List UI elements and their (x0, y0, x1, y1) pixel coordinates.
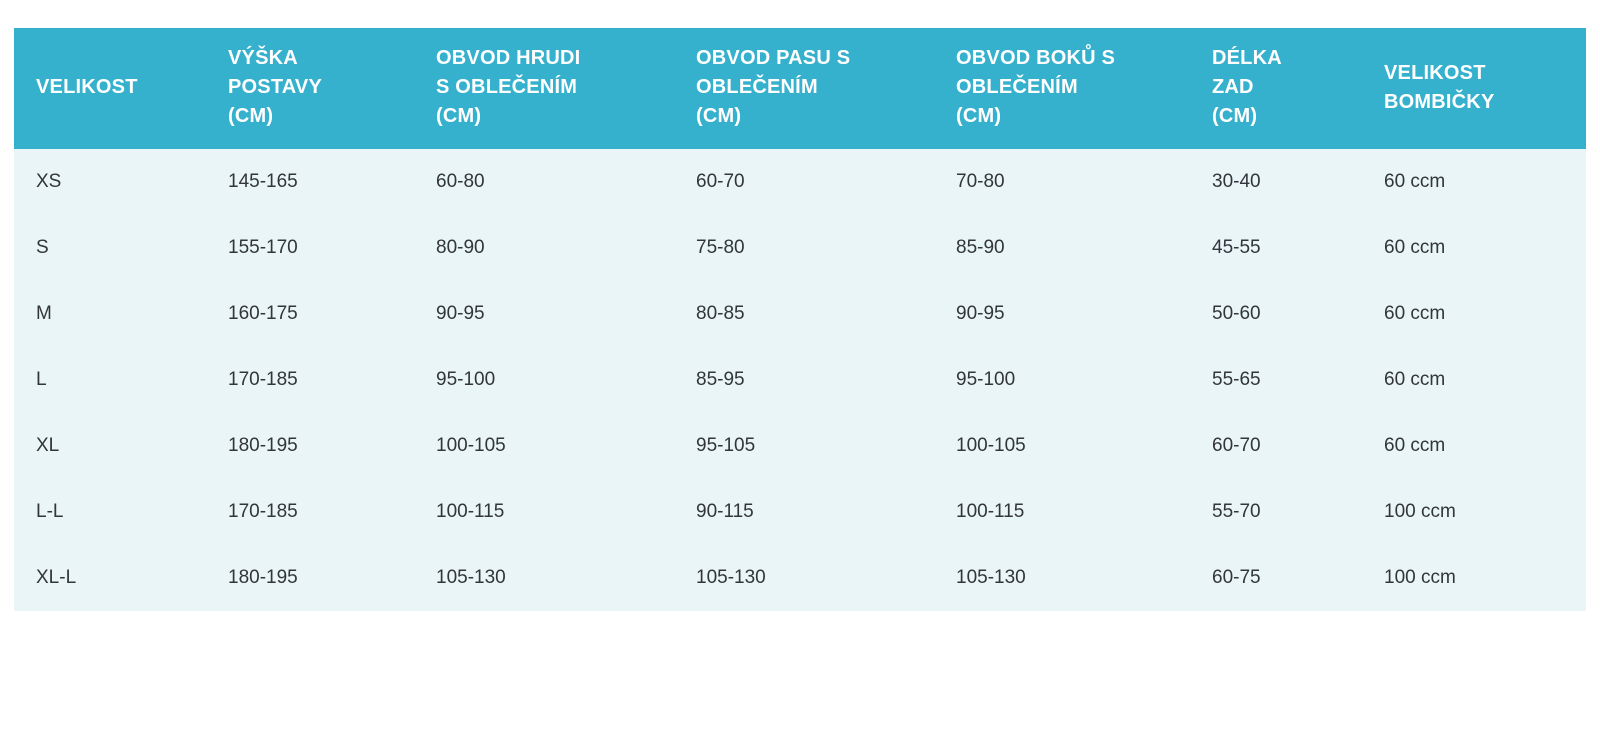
cell-size: S (14, 215, 206, 281)
cell-size: XS (14, 149, 206, 215)
cell-waist: 90-115 (674, 479, 934, 545)
cell-height: 170-185 (206, 479, 414, 545)
table-header-row (14, 28, 1586, 149)
cell-height: 145-165 (206, 149, 414, 215)
cell-chest: 95-100 (414, 347, 674, 413)
table-header (14, 28, 1586, 149)
cell-back-length: 60-75 (1190, 545, 1362, 611)
column-header-obvod-pasu (674, 28, 934, 149)
cell-chest: 90-95 (414, 281, 674, 347)
table-row (14, 347, 1586, 413)
cell-waist: 95-105 (674, 413, 934, 479)
cell-cartridge-size: 100 ccm (1362, 545, 1586, 611)
cell-cartridge-size: 60 ccm (1362, 149, 1586, 215)
table-row (14, 479, 1586, 545)
column-header-vyska-postavy (206, 28, 414, 149)
cell-hips: 85-90 (934, 215, 1190, 281)
column-header-delka-zad (1190, 28, 1362, 149)
column-header-line: VELIKOST (1384, 61, 1486, 84)
cell-height: 160-175 (206, 281, 414, 347)
cell-back-length: 60-70 (1190, 413, 1362, 479)
cell-hips: 70-80 (934, 149, 1190, 215)
cell-waist: 85-95 (674, 347, 934, 413)
cell-chest: 60-80 (414, 149, 674, 215)
column-header-obvod-boku (934, 28, 1190, 149)
table-row (14, 545, 1586, 611)
column-header-line: BOMBIČKY (1384, 90, 1495, 113)
column-header-line: (CM) (228, 105, 274, 127)
column-header-line: OBLEČENÍM (956, 76, 1078, 98)
cell-back-length: 50-60 (1190, 281, 1362, 347)
column-header-line: DÉLKA (1212, 47, 1282, 69)
cell-height: 180-195 (206, 545, 414, 611)
cell-size: XL (14, 413, 206, 479)
column-header-line: OBVOD BOKŮ S (956, 47, 1116, 69)
cell-back-length: 55-65 (1190, 347, 1362, 413)
cell-waist: 80-85 (674, 281, 934, 347)
cell-waist: 60-70 (674, 149, 934, 215)
table-row (14, 149, 1586, 215)
cell-chest: 105-130 (414, 545, 674, 611)
column-header-line: VÝŠKA (228, 47, 298, 69)
column-header-velikost (14, 28, 206, 149)
cell-hips: 95-100 (934, 347, 1190, 413)
column-header-line: OBVOD HRUDI (436, 47, 581, 69)
column-header-line: (CM) (956, 105, 1002, 127)
cell-height: 180-195 (206, 413, 414, 479)
column-header-line: OBVOD PASU S (696, 47, 851, 69)
size-chart-table (14, 28, 1586, 611)
table-row (14, 281, 1586, 347)
column-header-line: (CM) (1212, 105, 1258, 127)
cell-chest: 80-90 (414, 215, 674, 281)
column-header-line: VELIKOST (36, 76, 138, 98)
cell-hips: 100-105 (934, 413, 1190, 479)
cell-size: L-L (14, 479, 206, 545)
cell-height: 170-185 (206, 347, 414, 413)
cell-size: XL-L (14, 545, 206, 611)
column-header-line: S OBLEČENÍM (436, 76, 578, 98)
cell-waist: 75-80 (674, 215, 934, 281)
cell-hips: 105-130 (934, 545, 1190, 611)
cell-chest: 100-105 (414, 413, 674, 479)
table-row (14, 413, 1586, 479)
column-header-line: (CM) (436, 105, 482, 127)
cell-back-length: 55-70 (1190, 479, 1362, 545)
column-header-line: (CM) (696, 105, 742, 127)
cell-hips: 90-95 (934, 281, 1190, 347)
cell-size: L (14, 347, 206, 413)
cell-cartridge-size: 60 ccm (1362, 347, 1586, 413)
cell-back-length: 30-40 (1190, 149, 1362, 215)
column-header-line: ZAD (1212, 76, 1254, 98)
cell-height: 155-170 (206, 215, 414, 281)
cell-back-length: 45-55 (1190, 215, 1362, 281)
cell-cartridge-size: 60 ccm (1362, 281, 1586, 347)
column-header-obvod-hrudi (414, 28, 674, 149)
column-header-line: OBLEČENÍM (696, 76, 818, 98)
column-header-velikost-bombicky (1362, 28, 1586, 149)
cell-chest: 100-115 (414, 479, 674, 545)
cell-hips: 100-115 (934, 479, 1190, 545)
cell-size: M (14, 281, 206, 347)
table-row (14, 215, 1586, 281)
cell-cartridge-size: 100 ccm (1362, 479, 1586, 545)
table-body (14, 149, 1586, 611)
cell-cartridge-size: 60 ccm (1362, 413, 1586, 479)
cell-waist: 105-130 (674, 545, 934, 611)
cell-cartridge-size: 60 ccm (1362, 215, 1586, 281)
column-header-line: POSTAVY (228, 76, 323, 98)
